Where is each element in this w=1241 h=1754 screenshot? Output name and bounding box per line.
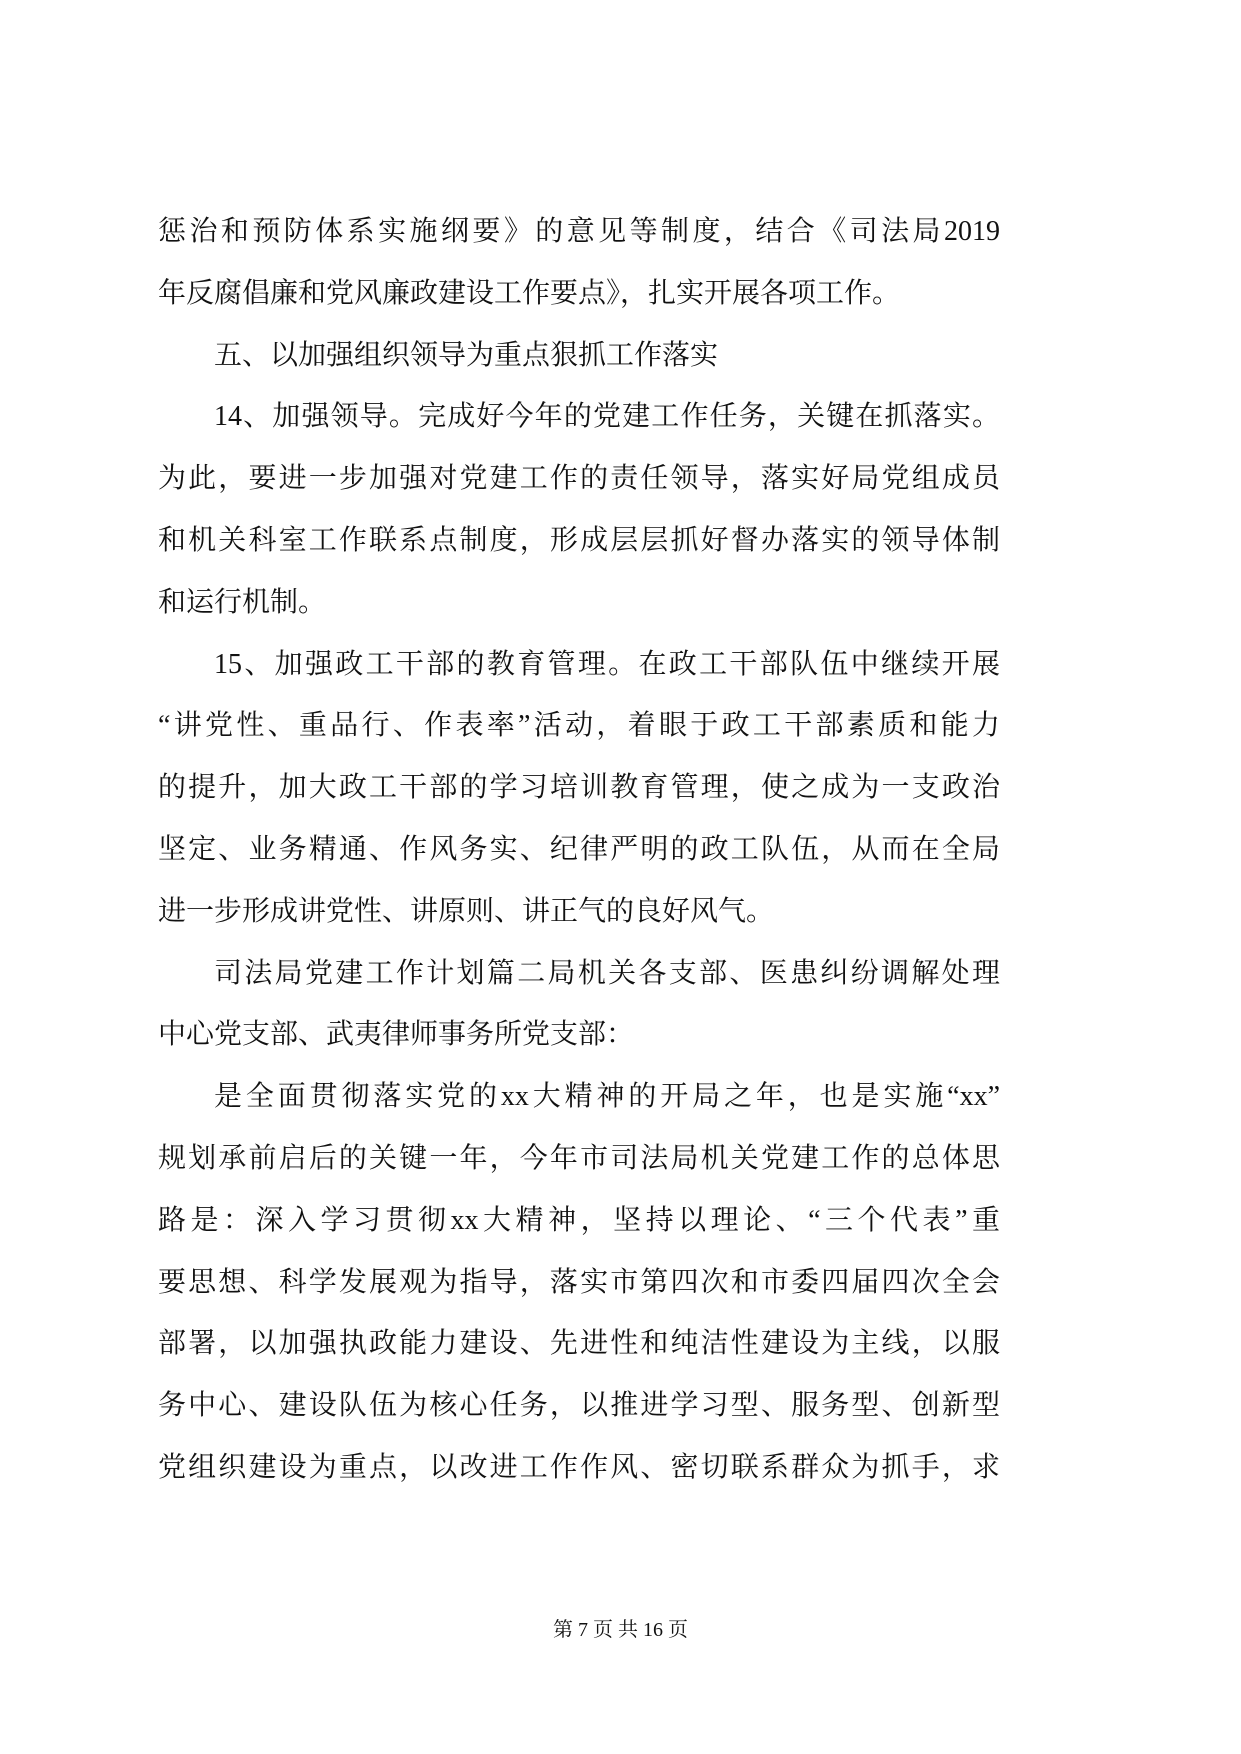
text-line: 进一步形成讲党性、讲原则、讲正气的良好风气。 bbox=[158, 895, 775, 927]
text-line: 部署，以加强执政能力建设、先进性和纯洁性建设为主线，以服 bbox=[158, 1328, 1000, 1360]
text-line: 坚定、业务精通、作风务实、纪律严明的政工队伍，从而在全局 bbox=[158, 833, 1000, 865]
text-line: 党组织建设为重点，以改进工作作风、密切联系群众为抓手，求 bbox=[158, 1451, 1000, 1483]
text-line: 中心党支部、武夷律师事务所党支部： bbox=[158, 1019, 635, 1051]
text-line: “讲党性、重品行、作表率”活动，着眼于政工干部素质和能力 bbox=[158, 710, 1000, 742]
text-line: 和运行机制。 bbox=[158, 586, 327, 618]
paragraph-overall-approach bbox=[158, 1066, 1000, 1499]
paragraph-item-14 bbox=[158, 386, 1000, 633]
text-line: 14、加强领导。完成好今年的党建工作任务，关键在抓落实。 bbox=[214, 401, 1000, 433]
page-number-footer: 第 7 页 共 16 页 bbox=[553, 1619, 688, 1641]
text-line: 路是：深入学习贯彻xx大精神，坚持以理论、“三个代表”重 bbox=[158, 1204, 1000, 1236]
text-line: 15、加强政工干部的教育管理。在政工干部队伍中继续开展 bbox=[214, 648, 1000, 680]
text-line: 惩治和预防体系实施纲要》的意见等制度，结合《司法局2019 bbox=[158, 216, 1000, 247]
paragraph-item-15 bbox=[158, 634, 1000, 943]
text-line: 五、以加强组织领导为重点狠抓工作落实 bbox=[214, 339, 719, 371]
text-line: 务中心、建设队伍为核心任务，以推进学习型、服务型、创新型 bbox=[158, 1390, 1000, 1422]
text-line: 司法局党建工作计划篇二局机关各支部、医患纠纷调解处理 bbox=[214, 957, 1000, 989]
text-line: 的提升，加大政工干部的学习培训教育管理，使之成为一支政治 bbox=[158, 772, 1000, 804]
paragraph-plan-two-intro bbox=[158, 943, 1000, 1067]
document-body bbox=[158, 201, 1000, 1499]
text-line: 和机关科室工作联系点制度，形成层层抓好督办落实的领导体制 bbox=[158, 524, 1000, 556]
text-line: 年反腐倡廉和党风廉政建设工作要点》，扎实开展各项工作。 bbox=[158, 277, 901, 309]
text-line: 为此，要进一步加强对党建工作的责任领导，落实好局党组成员 bbox=[158, 463, 1000, 495]
text-line: 规划承前启后的关键一年，今年市司法局机关党建工作的总体思 bbox=[158, 1142, 1000, 1174]
paragraph-continuation bbox=[158, 201, 1000, 325]
text-line: 要思想、科学发展观为指导，落实市第四次和市委四届四次全会 bbox=[158, 1266, 1000, 1298]
section-heading bbox=[158, 325, 1000, 387]
text-line: 是全面贯彻落实党的xx大精神的开局之年，也是实施“xx” bbox=[214, 1081, 1000, 1113]
